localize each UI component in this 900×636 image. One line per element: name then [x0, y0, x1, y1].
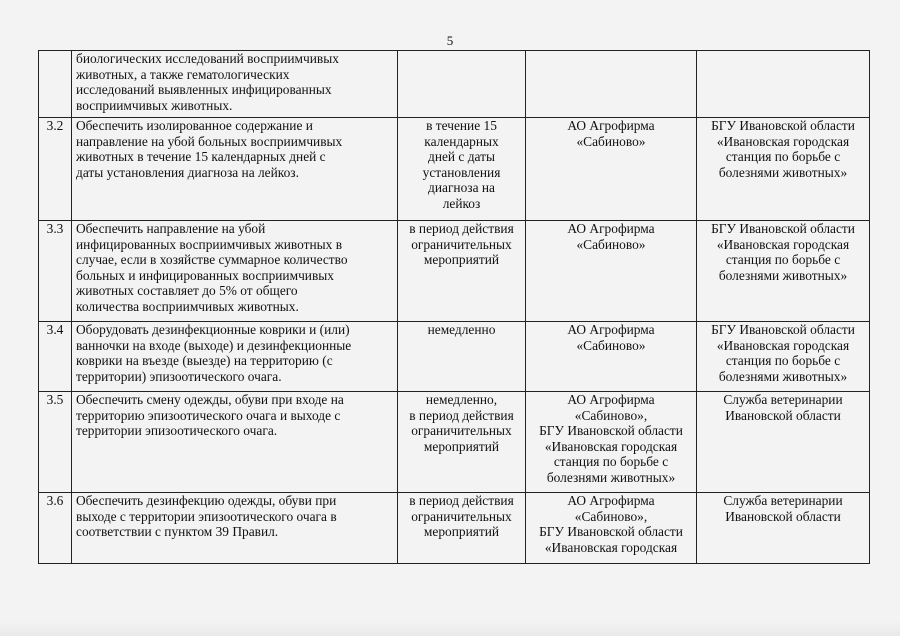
executor-text: АО Агрофирма «Сабиново» — [526, 221, 697, 322]
control-text: БГУ Ивановской области «Ивановская городская станция по борьбе с болезнями животных» — [697, 322, 870, 392]
table-row — [39, 51, 870, 118]
control-text: БГУ Ивановской области «Ивановская городская станция по борьбе с болезнями животных» — [697, 118, 870, 221]
term-text: в период действия ограничительных мероприятий — [398, 493, 526, 564]
table-row — [39, 392, 870, 493]
task-text: Обеспечить изолированное содержание и направление на убой больных восприимчивых животных в течение 15 календарных дней с даты установления диагноза на лейкоз. — [72, 118, 398, 221]
task-text: биологических исследований восприимчивых животных, а также гематологических исследований выявленных инфицированных восприимчивых животных. — [72, 51, 398, 118]
table-row — [39, 221, 870, 322]
table-row — [39, 322, 870, 392]
control-text: Служба ветеринарии Ивановской области — [697, 493, 870, 564]
term-text: в период действия ограничительных мероприятий — [398, 221, 526, 322]
term-text: в течение 15 календарных дней с даты установления диагноза на лейкоз — [398, 118, 526, 221]
control-text — [697, 51, 870, 118]
control-text: Служба ветеринарии Ивановской области — [697, 392, 870, 493]
scan-edge — [0, 620, 900, 636]
page-number: 5 — [446, 33, 454, 48]
term-text — [398, 51, 526, 118]
row-number: 3.6 — [39, 493, 72, 564]
row-number: 3.3 — [39, 221, 72, 322]
term-text: немедленно, в период действия ограничительных мероприятий — [398, 392, 526, 493]
task-text: Обеспечить дезинфекцию одежды, обуви при выходе с территории эпизоотического очага в соответствии с пунктом 39 Правил. — [72, 493, 398, 564]
executor-text: АО Агрофирма «Сабиново», БГУ Ивановской области «Ивановская городская — [526, 493, 697, 564]
row-number: 3.4 — [39, 322, 72, 392]
term-text: немедленно — [398, 322, 526, 392]
executor-text — [526, 51, 697, 118]
task-text: Оборудовать дезинфекционные коврики и (или) ванночки на входе (выходе) и дезинфекционные коврики на въезде (выезде) на территорию (с территории) эпизоотического очага. — [72, 322, 398, 392]
executor-text: АО Агрофирма «Сабиново», БГУ Ивановской области «Ивановская городская станция по борьбе с болезнями животных» — [526, 392, 697, 493]
executor-text: АО Агрофирма «Сабиново» — [526, 322, 697, 392]
measures-table — [38, 50, 870, 564]
table-row — [39, 118, 870, 221]
executor-text: АО Агрофирма «Сабиново» — [526, 118, 697, 221]
task-text: Обеспечить смену одежды, обуви при входе на территорию эпизоотического очага и выходе с территории эпизоотического очага. — [72, 392, 398, 493]
table-row — [39, 493, 870, 564]
row-number — [39, 51, 72, 118]
row-number: 3.2 — [39, 118, 72, 221]
row-number: 3.5 — [39, 392, 72, 493]
control-text: БГУ Ивановской области «Ивановская городская станция по борьбе с болезнями животных» — [697, 221, 870, 322]
task-text: Обеспечить направление на убой инфицированных восприимчивых животных в случае, если в хозяйстве суммарное количество больных и инфицированных восприимчивых животных составляет до 5% от общего количества восприимчивых животных. — [72, 221, 398, 322]
